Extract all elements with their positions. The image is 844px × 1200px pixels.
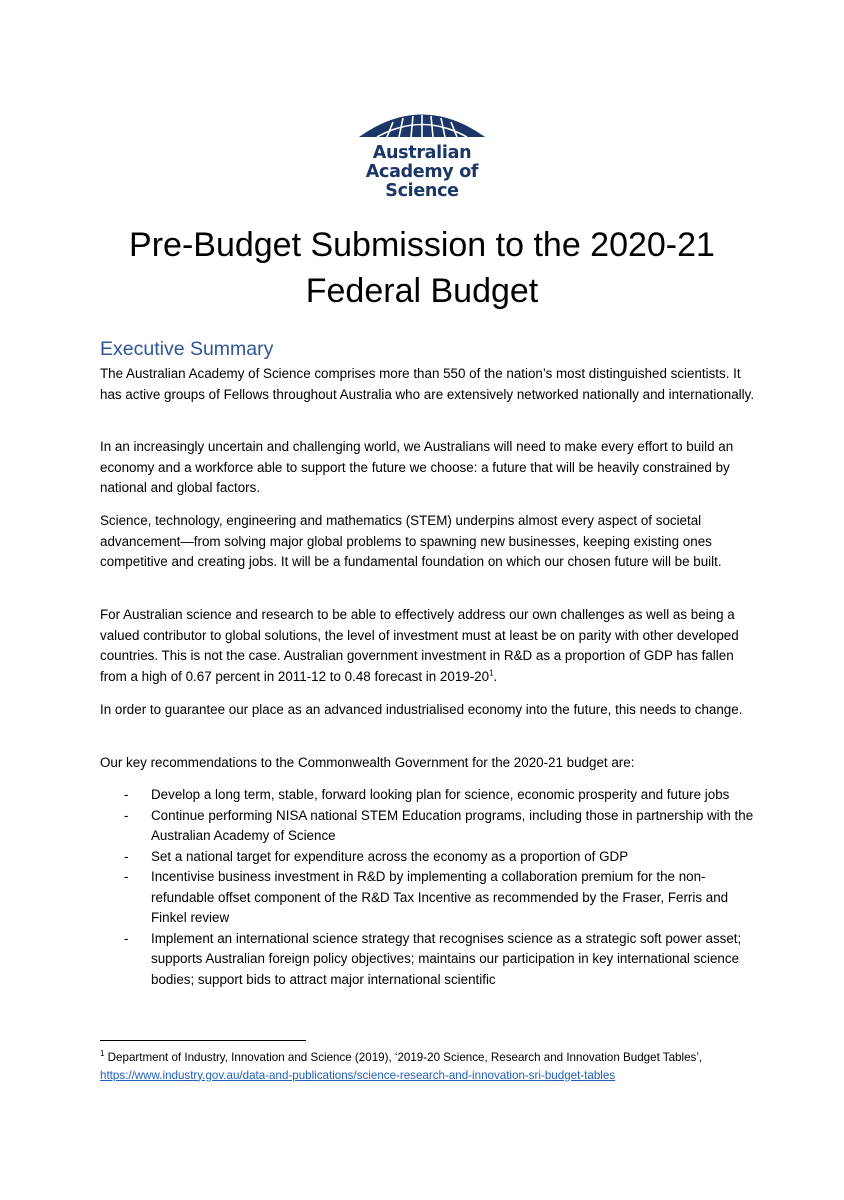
paragraph-stem: Science, technology, engineering and mathematics (STEM) underpins almost every aspect of societal advancement—from solving major global problems to spawning new businesses, keeping existing ones competitive and creating jobs. It will be a fundamental foundation on which our chosen future will be built.	[100, 513, 722, 569]
footnote	[100, 1049, 750, 1084]
paragraph-uncertain-world: In an increasingly uncertain and challenging world, we Australians will need to make every effort to build an economy and a workforce able to support the future we choose: a future that will be heavily constrained by national and global factors.	[100, 439, 734, 495]
logo-wordmark	[355, 144, 489, 201]
footnote-number: 1	[100, 1049, 105, 1059]
paragraph-academy: The Australian Academy of Science comprises more than 550 of the nation’s most distinguished scientists. It has active groups of Fellows throughout Australia who are extensively networked nationally and internationally.	[100, 366, 755, 402]
list-item	[100, 929, 760, 991]
bullet-dash: -	[124, 869, 129, 884]
list-item-text: Develop a long term, stable, forward looking plan for science, economic prosperity and future jobs	[151, 787, 730, 802]
bullet-dash: -	[124, 930, 129, 946]
footnote-link[interactable]: https://www.industry.gov.au/data-and-publications/science-research-and-innovation-sri-budget-tables	[100, 1068, 616, 1082]
list-item-text: Continue performing NISA national STEM Education programs, including those in partnership with the Australian Academy of Science	[151, 807, 754, 843]
paragraph-change: In order to guarantee our place as an advanced industrialised economy into the future, this needs to change.	[100, 702, 743, 717]
footnote-separator	[100, 1040, 306, 1041]
title-line-1: Pre-Budget Submission to the 2020-21	[129, 226, 715, 264]
executive-summary-heading: Executive Summary	[100, 338, 274, 360]
list-item	[100, 847, 760, 868]
page-title	[60, 222, 784, 314]
recommendations-list	[100, 785, 760, 990]
title-line-2: Federal Budget	[305, 272, 539, 310]
list-item-text: Incentivise business investment in R&D by implementing a collaboration premium for the non-refundable offset component of the R&D Tax Incentive as recommended by the Fraser, Ferris and Finkel review	[151, 869, 729, 925]
logo-line-1: Australian	[372, 143, 472, 163]
list-item	[100, 806, 760, 847]
list-item-text: Set a national target for expenditure across the economy as a proportion of GDP	[151, 848, 629, 864]
paragraph-recommendations-intro: Our key recommendations to the Commonwealth Government for the 2020-21 budget are:	[100, 755, 635, 770]
bullet-dash: -	[124, 807, 129, 823]
list-item	[100, 867, 760, 929]
list-item	[100, 785, 760, 806]
bullet-dash: -	[124, 848, 129, 864]
list-item-text: Implement an international science strategy that recognises science as a strategic soft power asset; supports Australian foreign policy objectives; maintains our participation in key international science bodies; support bids to attract major international scientific	[151, 930, 742, 987]
logo-line-3: Science	[385, 181, 459, 201]
paragraph-investment: For Australian science and research to be able to effectively address our own challenges as well as being a valued contributor to global solutions, the level of investment must at least be on parity with other developed countries. This is not the case. Australian government investment in R&D as a proportion of GDP has fallen from a high of 0.67 percent in 2011-12 to 0.48 forecast in $2019-20^1$.	[100, 607, 739, 684]
footnote-reference[interactable]: 1	[489, 668, 494, 678]
logo-line-2: Academy of	[365, 162, 479, 182]
bullet-dash: -	[124, 787, 129, 802]
paragraph-investment-text: For Australian science and research to be able to effectively address our own challenges as well as being a valued contributor to global solutions, the level of investment must at least be on parity with other developed countries. This is not the case. Australian government investment in R&D as a proportion of GDP has fallen from a high of 0.67 percent in 2011-12 to 0.48 forecast in 2019-20	[100, 607, 739, 684]
footnote-text: Department of Industry, Innovation and Science (2019), ‘2019-20 Science, Research and Innovation Budget Tables’,	[104, 1051, 703, 1064]
